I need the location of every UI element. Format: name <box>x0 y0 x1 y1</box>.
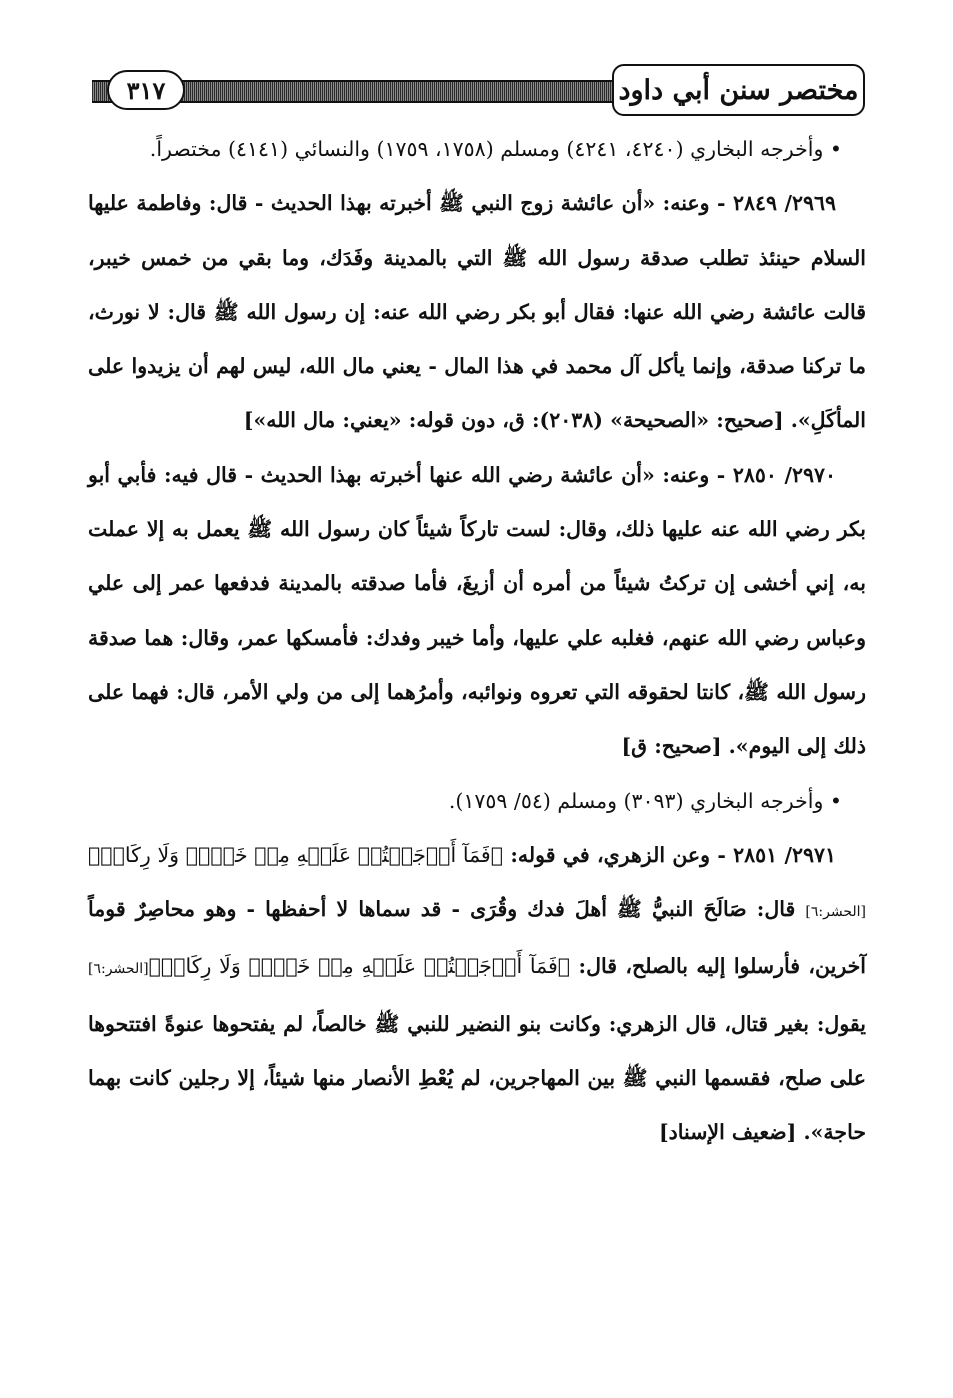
hadith-intro: ٢٩٧١/ ٢٨٥١ - وعن الزهري، في قوله: <box>510 842 837 867</box>
hadith-text: يقول: بغير قتال، قال الزهري: وكانت بنو النضير للنبي ﷺ خالصاً، لم يفتحوها عنوةً افتتحوها على صلح، فقسمها النبي ﷺ بين المهاجرين، لم يُعْطِ الأنصار منها شيئاً، إلا رجلين كانت بهما حاجة». <box>88 1011 866 1145</box>
page-number: ٣١٧ <box>107 70 185 110</box>
hadith-2970: ٢٩٧٠/ ٢٨٥٠ - وعنه: «أن عائشة رضي الله عنها أخبرته بهذا الحديث - قال فيه: فأبي أبو بكر رضي الله عنه عليها ذلك، وقال: لست تاركاً شيئاً كان رسول الله ﷺ يعمل به إلا عملت به، إني أخشى إن تركتُ شيئاً من أمره أن أزيغَ، فأما صدقته بالمدينة فدفعها عمر إلى علي وعباس رضي الله عنهم، فغلبه علي عليها، وأما خيبر وفدك: فأمسكها عمر، وقال: هما صدقة رسول الله ﷺ، كانتا لحقوقه التي تعروه ونوائبه، وأمرُهما إلى من ولي الأمر، قال: فهما على ذلك إلى اليوم». [صحيح: ق] <box>88 462 866 759</box>
takhrij-note: • وأخرجه البخاري (٣٠٩٣) ومسلم (٥٤/ ١٧٥٩). <box>448 788 842 813</box>
surah-reference: [الحشر:٦] <box>88 961 149 978</box>
page-body <box>88 122 866 1160</box>
quran-verse: ﴿فَمَآ أَوۡجَفۡتُمۡ عَلَيۡهِ مِنۡ خَيۡلٖ وَلَا رِكَابٖ﴾ <box>88 842 504 867</box>
quran-verse: ﴿فَمَآ أَوۡجَفۡتُمۡ عَلَيۡهِ مِنۡ خَيۡلٖ وَلَا رِكَابٖ﴾ <box>148 954 571 979</box>
hadith-text: قال: صَالَحَ النبيُّ ﷺ أهلَ فدك وقُرَى - قد سماها لا أحفظها - وهو محاصِرٌ قوماً آخرين، فأرسلوا إليه بالصلح، قال: <box>88 897 867 979</box>
hadith-2969: ٢٩٦٩/ ٢٨٤٩ - وعنه: «أن عائشة زوج النبي ﷺ أخبرته بهذا الحديث - قال: وفاطمة عليها السلام حينئذ تطلب صدقة رسول الله ﷺ التي بالمدينة وفَدَك، وما بقي من خمس خيبر، قالت عائشة رضي الله عنها: فقال أبو بكر رضي الله عنه: إن رسول الله ﷺ قال: لا نورث، ما تركنا صدقة، وإنما يأكل آل محمد في هذا المال - يعني مال الله، ليس لهم أن يزيدوا على المأكَلِ». [صحيح: «الصحيحة» (٢٠٣٨): ق، دون قوله: «يعني: مال الله»] <box>88 191 866 433</box>
hadith-2971 <box>88 828 866 1160</box>
page-header <box>0 0 953 130</box>
surah-reference: [الحشر:٦] <box>805 904 866 921</box>
hadith-grade: [ضعيف الإسناد] <box>658 1120 797 1145</box>
takhrij-note: • وأخرجه البخاري (٤٢٤٠، ٤٢٤١) ومسلم (١٧٥٨، ١٧٥٩) والنسائي (٤١٤١) مختصراً. <box>149 137 842 161</box>
book-title: مختصر سنن أبي داود <box>612 64 865 116</box>
